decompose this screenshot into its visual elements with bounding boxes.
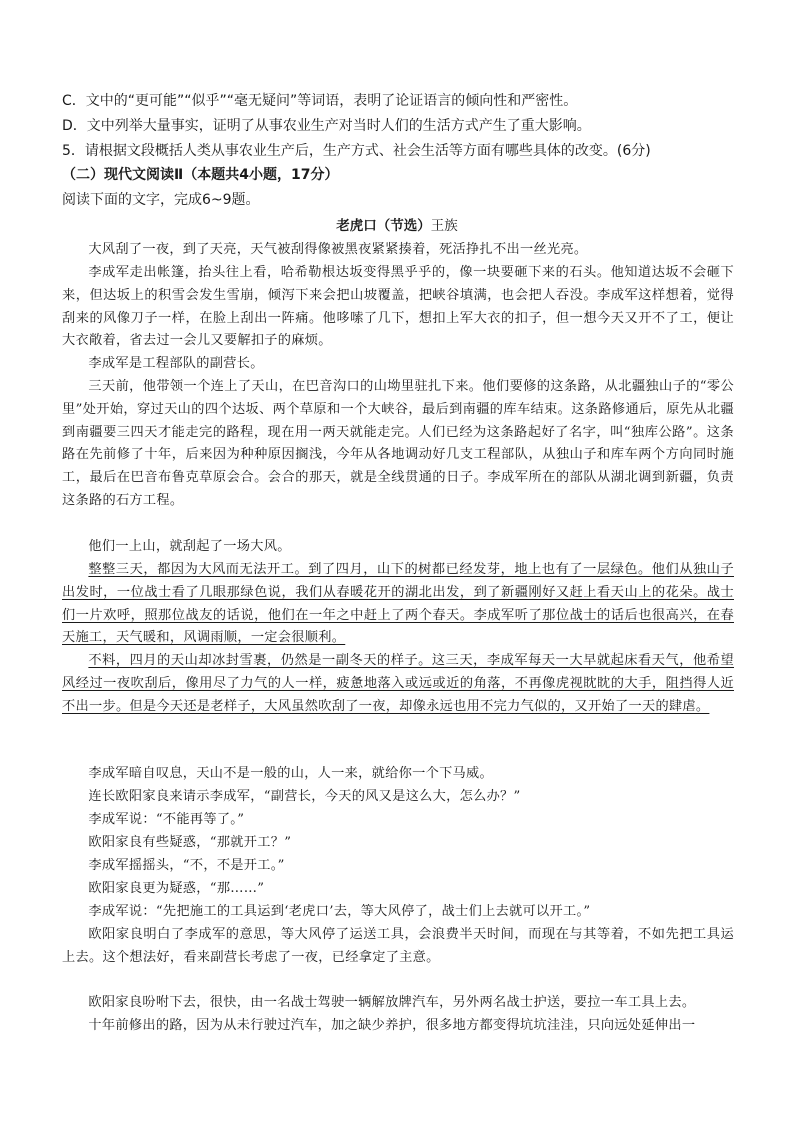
paragraph-8: 李成军暗自叹息，天山不是一般的山，人一来，就给你一个下马威。 <box>88 766 494 781</box>
paragraph-1: 大风刮了一夜，到了天亮，天气被刮得像被黑夜紧紧揍着，死活挣扎不出一丝光亮。 <box>88 242 588 257</box>
paragraph-5: 他们一上山，就刮起了一场大风。 <box>88 539 291 554</box>
paragraph-6-underlined: 整整三天，都因为大风而无法开工。到了四月，山下的树都已经发芽，地上也有了一层绿色。他们从独山子出发时，一位战士看了几眼那绿色说，我们从春暖花开的湖北出发，到了新疆刚好又赶上看天山上的花朵。战士们一片欢呼，照那位战友的话说，他们在一年之中赶上了两个春天。李成军听了那位战士的话后也很高兴，在春天施工，天气暖和，风调雨顺，一定会很顺利。 <box>62 562 734 646</box>
paragraph-13: 欧阳家良更为疑惑，“那……” <box>88 881 265 896</box>
paragraph-16: 欧阳家良吩咐下去，很快，由一名战士驾驶一辆解放牌汽车，另外两名战士护送，要拉一车工具上去。 <box>88 995 696 1010</box>
paragraph-14: 李成军说：“先把施工的工具运到‘老虎口’去，等大风停了，战士们上去就可以开工。” <box>88 904 591 919</box>
question-5: 5．请根据文段概括人类从事农业生产后，生产方式、社会生活等方面有哪些具体的改变。(6分) <box>62 143 651 159</box>
reading-instruction: 阅读下面的文字，完成6~9题。 <box>62 192 260 208</box>
article-title-line <box>0 217 794 236</box>
paragraph-9: 连长欧阳家良来请示李成军，“副营长，今天的风又是这么大，怎么办？” <box>88 789 521 804</box>
paragraph-15: 欧阳家良明白了李成军的意思，等大风停了运送工具，会浪费半天时间，而现在与其等着，不如先把工具运上去。这个想法好，看来副营长考虑了一夜，已经拿定了主意。 <box>62 927 734 965</box>
paragraph-12: 李成军摇摇头，“不，不是开工。” <box>88 858 285 873</box>
paragraph-2: 李成军走出帐篷，抬头往上看，哈希勒根达坂变得黑乎乎的，像一块要砸下来的石头。他知道达坂不会砸下来，但达坂上的积雪会发生雪崩，倾泻下来会把山坡覆盖，把峡谷填满，也会把人吞没。李成军这样想着，觉得刮来的风像刀子一样，在脸上刮出一阵痛。他哆嗦了几下，想扣上军大衣的扣子，但一想今天又开不了工，便让大衣敞着，省去过一会儿又要解扣子的麻烦。 <box>62 265 734 349</box>
article-author: 王族 <box>430 218 458 234</box>
option-d: D．文中列举大量事实，证明了从事农业生产对当时人们的生活方式产生了重大影响。 <box>62 118 591 134</box>
paragraph-3: 李成军是工程部队的副营长。 <box>88 356 264 371</box>
section-heading: （二）现代文阅读Ⅱ（本题共4小题，17分） <box>62 167 339 183</box>
paragraph-17: 十年前修出的路，因为从未行驶过汽车，加之缺少养护，很多地方都变得坑坑洼洼，只向远处延伸出一 <box>88 1018 696 1033</box>
paragraph-11: 欧阳家良有些疑惑，“那就开工？” <box>88 835 292 850</box>
paragraph-7-underlined: 不料，四月的天山却冰封雪裹，仍然是一副冬天的样子。这三天，李成军每天一大早就起床看天气，他希望风经过一夜吹刮后，像用尽了力气的人一样，疲惫地落入或远或近的角落，不再像虎视眈眈的大手，阻挡得人近不出一步。但是今天还是老样子，大风虽然吹刮了一夜，却像永远也用不完力气似的，又开始了一天的肆虐。 <box>62 653 734 714</box>
paragraph-4: 三天前，他带领一个连上了天山，在巴音沟口的山坳里驻扎下来。他们要修的这条路，从北疆独山子的“零公里”处开始，穿过天山的四个达坂、两个草原和一个大峡谷，最后到南疆的库车结束。这条路修通后，原先从北疆到南疆要三四天才能走完的路程，现在用一两天就能走完。人们已经为这条路起好了名字，叫“独库公路”。这条路在先前修了十年，后来因为种种原因搁浅，今年从各地调动好几支工程部队，从独山子和库车两个方向同时施工，最后在巴音布鲁克草原会合。会合的那天，就是全线贯通的日子。李成军所在的部队从湖北调到新疆，负责这条路的石方工程。 <box>62 379 734 508</box>
paragraph-10: 李成军说：“不能再等了。” <box>88 812 245 827</box>
article-title: 老虎口（节选） <box>336 218 431 234</box>
option-c: C．文中的“更可能”“似乎”“毫无疑问”等词语，表明了论证语言的倾向性和严密性。 <box>62 93 578 109</box>
